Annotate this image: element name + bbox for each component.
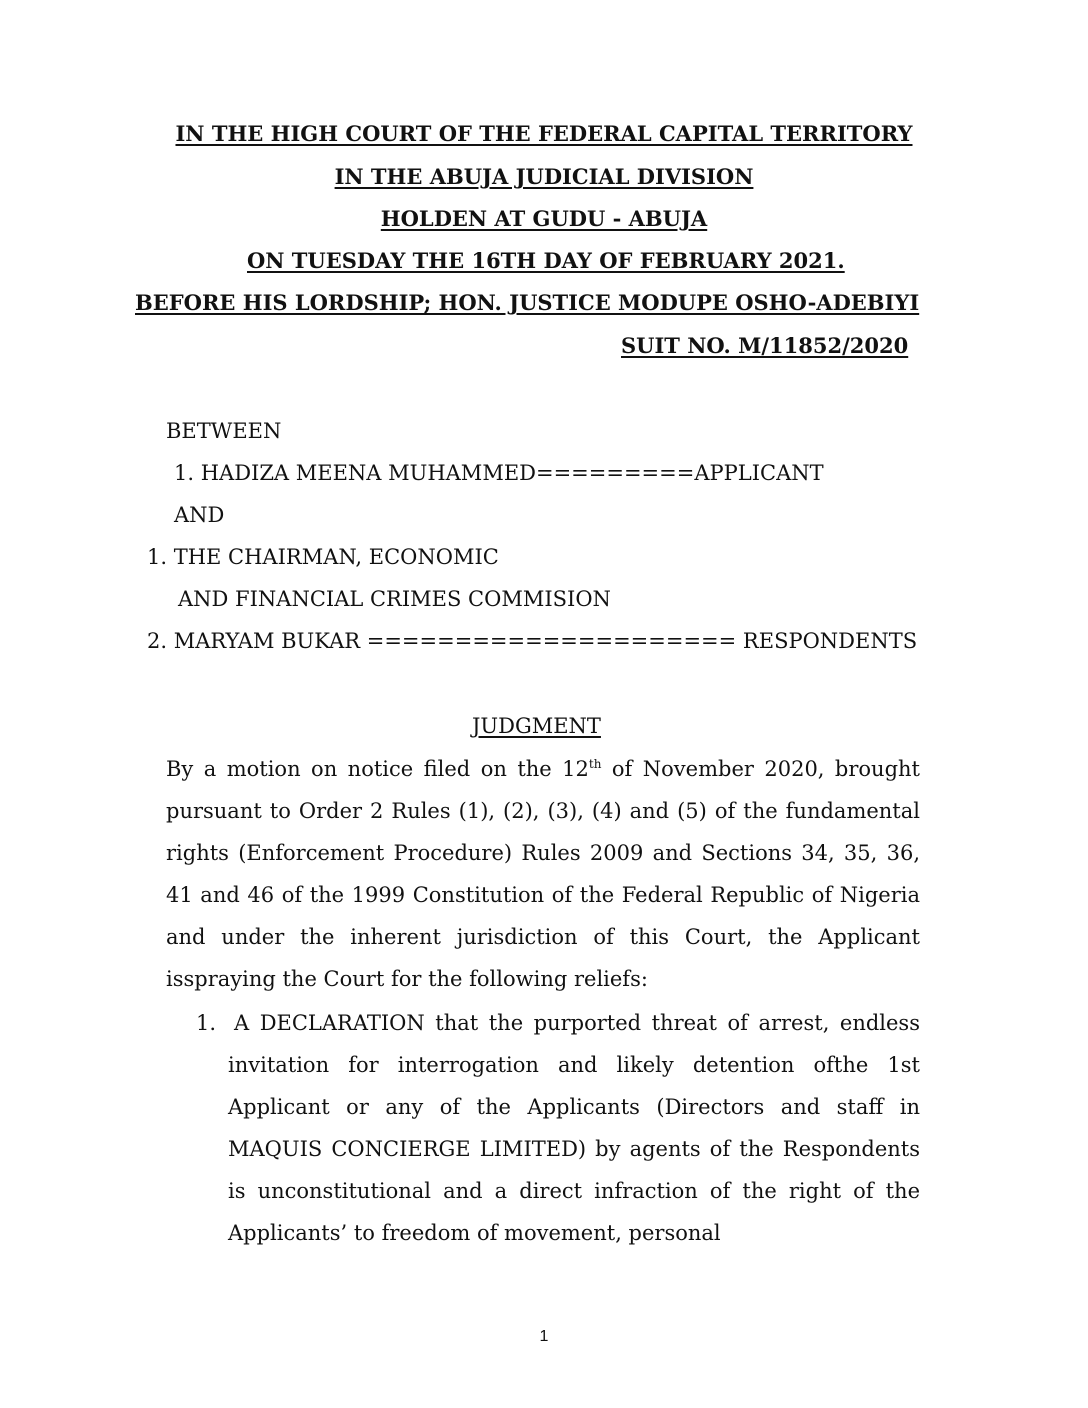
judgment-intro-paragraph: [166, 748, 920, 1000]
intro-text-start: By a motion on notice filed on the 12: [166, 757, 589, 781]
applicant-line: 1. HADIZA MEENA MUHAMMED=========APPLICANT: [174, 461, 824, 485]
respondent-2-line: 2. MARYAM BUKAR ===================== RESPONDENTS: [147, 629, 918, 653]
between-label: BETWEEN: [166, 419, 282, 443]
ordinal-suffix: th: [588, 757, 602, 771]
court-heading: IN THE HIGH COURT OF THE FEDERAL CAPITAL TERRITORY: [175, 121, 913, 146]
respondent-1-line-2: AND FINANCIAL CRIMES COMMISION: [178, 587, 611, 611]
and-label: AND: [174, 503, 225, 527]
judgment-title: JUDGMENT: [472, 714, 601, 738]
holden-heading: HOLDEN AT GUDU - ABUJA: [380, 206, 708, 231]
intro-text-rest: of November 2020, brought pursuant to Order 2 Rules (1), (2), (3), (4) and (5) of the fundamental rights (Enforcement Procedure) Rules 2009 and Sections 34, 35, 36, 41 and 46 of the 1999 Constitution of the Federal Republic of Nigeria and under the inherent jurisdiction of this Court, the Applicant isspraying the Court for the following reliefs:: [166, 757, 920, 991]
suit-number: SUIT NO. M/11852/2020: [621, 333, 909, 358]
judge-heading: BEFORE HIS LORDSHIP; HON. JUSTICE MODUPE OSHO-ADEBIYI: [135, 290, 920, 315]
relief-1-text: A DECLARATION that the purported threat of arrest, endless invitation for interrogation and likely detention ofthe 1st Applicant or any of the Applicants (Directors and staff in MAQUIS CONCIERGE LIMITED) by agents of the Respondents is unconstitutional and a direct infraction of the right of the Applicants’ to freedom of movement, personal: [228, 1011, 920, 1245]
respondent-1-line-1: 1. THE CHAIRMAN, ECONOMIC: [147, 545, 499, 569]
date-heading: ON TUESDAY THE 16TH DAY OF FEBRUARY 2021.: [247, 248, 845, 273]
relief-1-number: 1.: [196, 1011, 217, 1035]
division-heading: IN THE ABUJA JUDICIAL DIVISION: [334, 164, 754, 189]
page-number: 1: [539, 1328, 549, 1345]
